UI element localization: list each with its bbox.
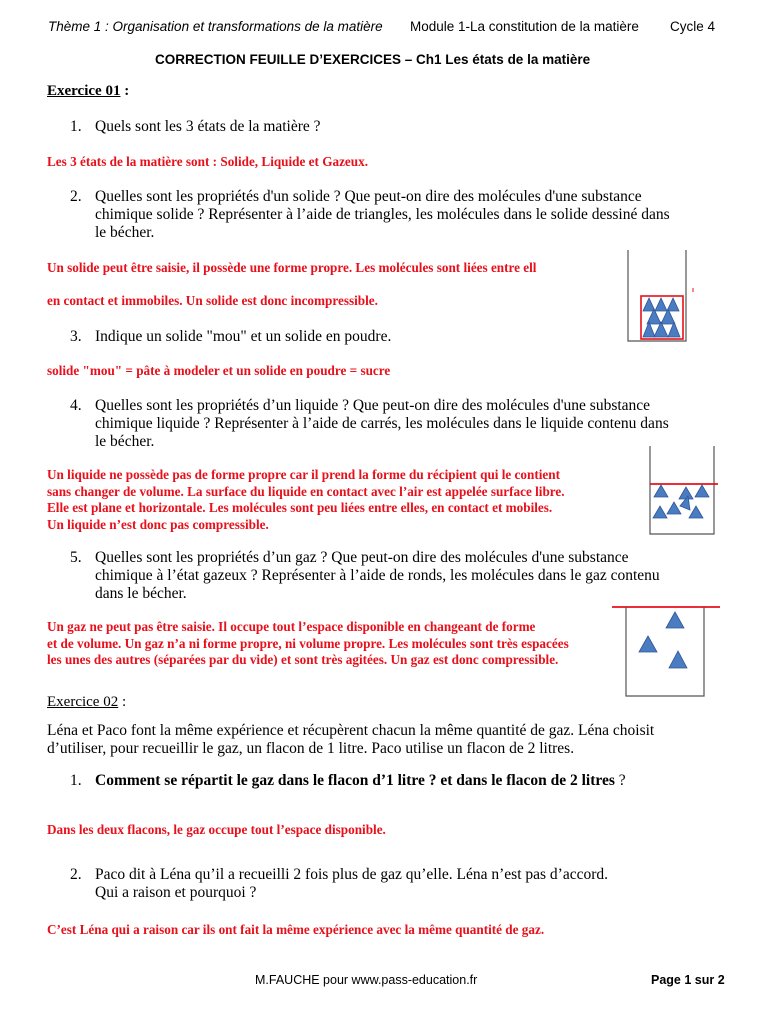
answer-2-line-1: Un solide peut être saisie, il possède une forme propre. Les molécules sont liées entre ell (47, 260, 537, 275)
header-theme: Thème 1 : Organisation et transformations de la matière (48, 19, 383, 34)
exercise-02-answer-1: Dans les deux flacons, le gaz occupe tout l’espace disponible. (47, 822, 386, 837)
footer-page-number: Page 1 sur 2 (651, 973, 725, 987)
header-cycle: Cycle 4 (670, 19, 716, 34)
question-2: 2. Quelles sont les propriétés d'un solide ? Que peut-on dire des molécules d'une substance chimique solide ? Représenter à l’aide de triangles, les molécules dans le solide dessiné dans le bécher. (70, 188, 670, 241)
question-3: 3. Indique un solide "mou" et un solide en poudre. (70, 328, 392, 345)
question-1: 1. Quels sont les 3 états de la matière ? (70, 118, 321, 135)
answer-2-line-2: en contact et immobiles. Un solide est donc incompressible. (47, 293, 378, 308)
gas-beaker-figure (610, 600, 722, 704)
answer-4: Un liquide ne possède pas de forme propre car il prend la forme du récipient qui le contient sans changer de volume. La surface du liquide en contact avec l’air est appelée surface libre. Elle est plane et horizontale. Les molécules sont peu liées entre elles, en contact et mobiles. Un liquide n’est donc pas compressible. (47, 467, 565, 532)
exercise-02-answer-2: C’est Léna qui a raison car ils ont fait la même expérience avec la même quantité de gaz. (47, 922, 545, 937)
question-5: 5. Quelles sont les propriétés d’un gaz ? Que peut-on dire des molécules d'une substance chimique à l’état gazeux ? Représenter à l’aide de ronds, les molécules dans le gaz contenu dans le bécher. (70, 549, 660, 602)
exercise-02-intro: Léna et Paco font la même expérience et récupèrent chacun la même quantité de gaz. Léna choisit d’utiliser, pour recueillir le gaz, un flacon de 1 litre. Paco utilise un flacon de 2 litres. (47, 722, 655, 757)
header-module: Module 1-La constitution de la matière (410, 19, 639, 34)
exercise-02-heading: Exercice 02 : (47, 694, 127, 710)
footer-author: M.FAUCHE pour www.pass-education.fr (255, 973, 478, 987)
liquid-beaker-figure (640, 444, 720, 540)
page-title: CORRECTION FEUILLE D’EXERCICES – Ch1 Les états de la matière (155, 52, 591, 67)
answer-1: Les 3 états de la matière sont : Solide, Liquide et Gazeux. (47, 154, 368, 169)
exercise-02-question-1: 1. Comment se répartit le gaz dans le flacon d’1 litre ? et dans le flacon de 2 litres ? (70, 772, 626, 789)
answer-5: Un gaz ne peut pas être saisie. Il occupe tout l’espace disponible en changeant de forme et de volume. Un gaz n’a ni forme propre, ni volume propre. Les molécules sont très espacées les unes des autres (séparées par du vide) et sont très agitées. Un gaz est donc compressible. (47, 619, 569, 667)
exercise-01-heading: Exercice 01 : (47, 83, 130, 99)
answer-3: solide "mou" = pâte à modeler et un solide en poudre = sucre (47, 363, 391, 378)
question-4: 4. Quelles sont les propriétés d’un liquide ? Que peut-on dire des molécules d'une substance chimique liquide ? Représenter à l’aide de carrés, les molécules dans le liquide contenu dans le bécher. (70, 397, 669, 450)
exercise-02-question-2: 2. Paco dit à Léna qu’il a recueilli 2 fois plus de gaz qu’elle. Léna n’est pas d’accord. Qui a raison et pourquoi ? (70, 866, 609, 901)
